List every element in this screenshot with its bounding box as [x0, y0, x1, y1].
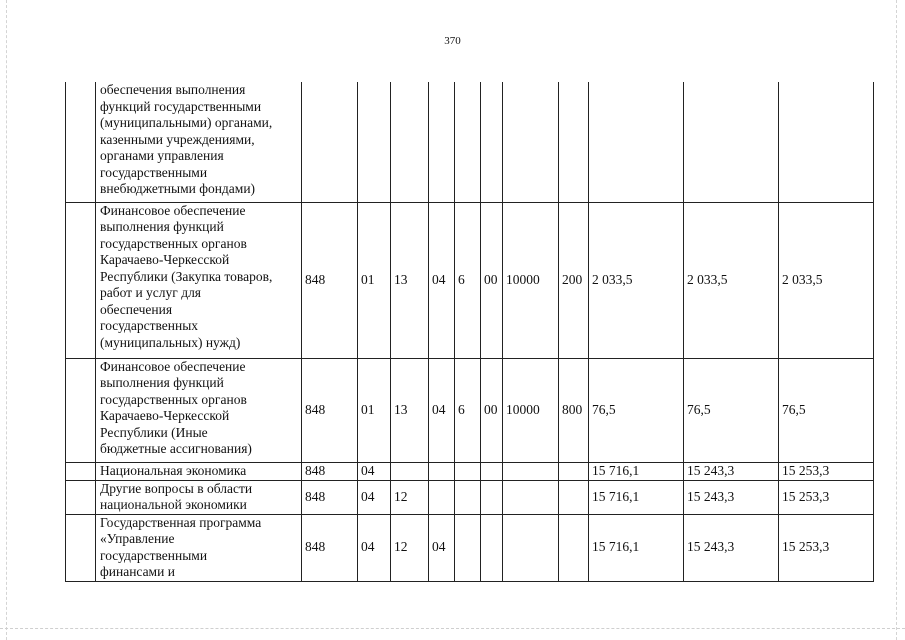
cell-amount-year1: 15 716,1: [589, 462, 684, 480]
cell-expense-type: [559, 514, 589, 581]
cell-expense-type: [559, 82, 589, 202]
cell-section: 04: [358, 480, 391, 514]
cell-admin: 848: [302, 462, 358, 480]
cell-admin: 848: [302, 514, 358, 581]
cell-name: [96, 202, 302, 358]
cell-code: 10000: [503, 202, 559, 358]
name-line: Финансовое обеспечение: [100, 358, 246, 374]
cell-amount-year3: 15 253,3: [779, 480, 874, 514]
name-line: Национальная экономика: [100, 462, 247, 478]
cell-admin: [302, 82, 358, 202]
table-row: [66, 358, 874, 462]
cell-admin: 848: [302, 480, 358, 514]
name-line: государственных органов: [100, 391, 247, 407]
cell-subsection: 13: [391, 358, 429, 462]
cell-direction: [481, 514, 503, 581]
table-row: [66, 480, 874, 514]
cell-amount-year1: 15 716,1: [589, 514, 684, 581]
name-line: работ и услуг для: [100, 285, 202, 300]
name-line: национальной экономики: [100, 497, 247, 512]
name-line: (муниципальными) органами,: [100, 115, 273, 130]
cell-row-number: [66, 480, 96, 514]
cell-amount-year1: 15 716,1: [589, 480, 684, 514]
scan-edge-right: [896, 0, 898, 640]
page-number: 370: [444, 35, 461, 47]
cell-row-number: [66, 358, 96, 462]
cell-amount-year2: 76,5: [684, 358, 779, 462]
cell-name: [96, 480, 302, 514]
name-line: «Управление: [100, 531, 175, 546]
cell-direction: [481, 82, 503, 202]
name-line: органами управления: [100, 148, 224, 163]
cell-direction: 00: [481, 202, 503, 358]
name-line: Республики (Закупка товаров,: [100, 268, 273, 284]
name-line: Финансовое обеспечение: [100, 202, 246, 218]
cell-name: [96, 358, 302, 462]
cell-code: [503, 462, 559, 480]
scan-edge-left: [6, 0, 8, 640]
name-line: бюджетные ассигнования): [100, 441, 252, 456]
cell-subprogram: [455, 82, 481, 202]
cell-name: [96, 514, 302, 581]
cell-row-number: [66, 82, 96, 202]
cell-code: [503, 514, 559, 581]
cell-expense-type: 200: [559, 202, 589, 358]
cell-expense-type: 800: [559, 358, 589, 462]
cell-program: 04: [429, 358, 455, 462]
cell-row-number: [66, 462, 96, 480]
cell-admin: 848: [302, 358, 358, 462]
cell-direction: [481, 480, 503, 514]
cell-name: [96, 82, 302, 202]
cell-program: [429, 480, 455, 514]
cell-amount-year3: 76,5: [779, 358, 874, 462]
cell-section: [358, 82, 391, 202]
cell-amount-year2: 2 033,5: [684, 202, 779, 358]
name-line: финансами и: [100, 564, 175, 579]
cell-amount-year2: [684, 82, 779, 202]
name-line: государственными: [100, 547, 208, 563]
name-line: Карачаево-Черкесской: [100, 252, 230, 267]
table-row: [66, 82, 874, 202]
name-line: функций государственными: [100, 98, 262, 114]
cell-program: [429, 82, 455, 202]
cell-subprogram: [455, 480, 481, 514]
cell-amount-year3: 2 033,5: [779, 202, 874, 358]
cell-section: 04: [358, 514, 391, 581]
cell-amount-year3: 15 253,3: [779, 462, 874, 480]
name-line: внебюджетными фондами): [100, 181, 256, 196]
cell-subsection: 13: [391, 202, 429, 358]
cell-section: 01: [358, 358, 391, 462]
cell-row-number: [66, 514, 96, 581]
cell-program: 04: [429, 514, 455, 581]
table-row: [66, 462, 874, 480]
cell-amount-year2: 15 243,3: [684, 480, 779, 514]
cell-subsection: [391, 82, 429, 202]
cell-code: [503, 82, 559, 202]
name-line: государственными: [100, 164, 208, 180]
budget-table: [65, 82, 874, 582]
cell-section: 01: [358, 202, 391, 358]
cell-subprogram: [455, 514, 481, 581]
cell-amount-year1: [589, 82, 684, 202]
scan-edge-bottom: [0, 628, 905, 630]
name-line: государственных органов: [100, 235, 247, 251]
cell-section: 04: [358, 462, 391, 480]
cell-direction: [481, 462, 503, 480]
table-row: [66, 202, 874, 358]
cell-amount-year2: 15 243,3: [684, 462, 779, 480]
name-line: Республики (Иные: [100, 424, 208, 440]
table-row: [66, 514, 874, 581]
cell-amount-year3: [779, 82, 874, 202]
cell-name: [96, 462, 302, 480]
name-line: Карачаево-Черкесской: [100, 408, 230, 423]
cell-subprogram: 6: [455, 202, 481, 358]
cell-amount-year2: 15 243,3: [684, 514, 779, 581]
cell-subsection: 12: [391, 480, 429, 514]
cell-program: 04: [429, 202, 455, 358]
cell-admin: 848: [302, 202, 358, 358]
name-line: обеспечения: [100, 301, 173, 317]
cell-expense-type: [559, 480, 589, 514]
cell-expense-type: [559, 462, 589, 480]
cell-subprogram: [455, 462, 481, 480]
cell-code: 10000: [503, 358, 559, 462]
cell-subsection: [391, 462, 429, 480]
name-line: выполнения функций: [100, 375, 224, 390]
name-line: Государственная программа: [100, 514, 262, 530]
cell-direction: 00: [481, 358, 503, 462]
name-line: казенными учреждениями,: [100, 131, 255, 147]
cell-code: [503, 480, 559, 514]
cell-amount-year1: 2 033,5: [589, 202, 684, 358]
name-line: (муниципальных) нужд): [100, 334, 241, 350]
name-line: выполнения функций: [100, 219, 224, 234]
cell-program: [429, 462, 455, 480]
cell-row-number: [66, 202, 96, 358]
cell-subprogram: 6: [455, 358, 481, 462]
name-line: Другие вопросы в области: [100, 480, 253, 496]
name-line: государственных: [100, 318, 199, 333]
cell-amount-year3: 15 253,3: [779, 514, 874, 581]
cell-subsection: 12: [391, 514, 429, 581]
cell-amount-year1: 76,5: [589, 358, 684, 462]
name-line: обеспечения выполнения: [100, 82, 246, 97]
